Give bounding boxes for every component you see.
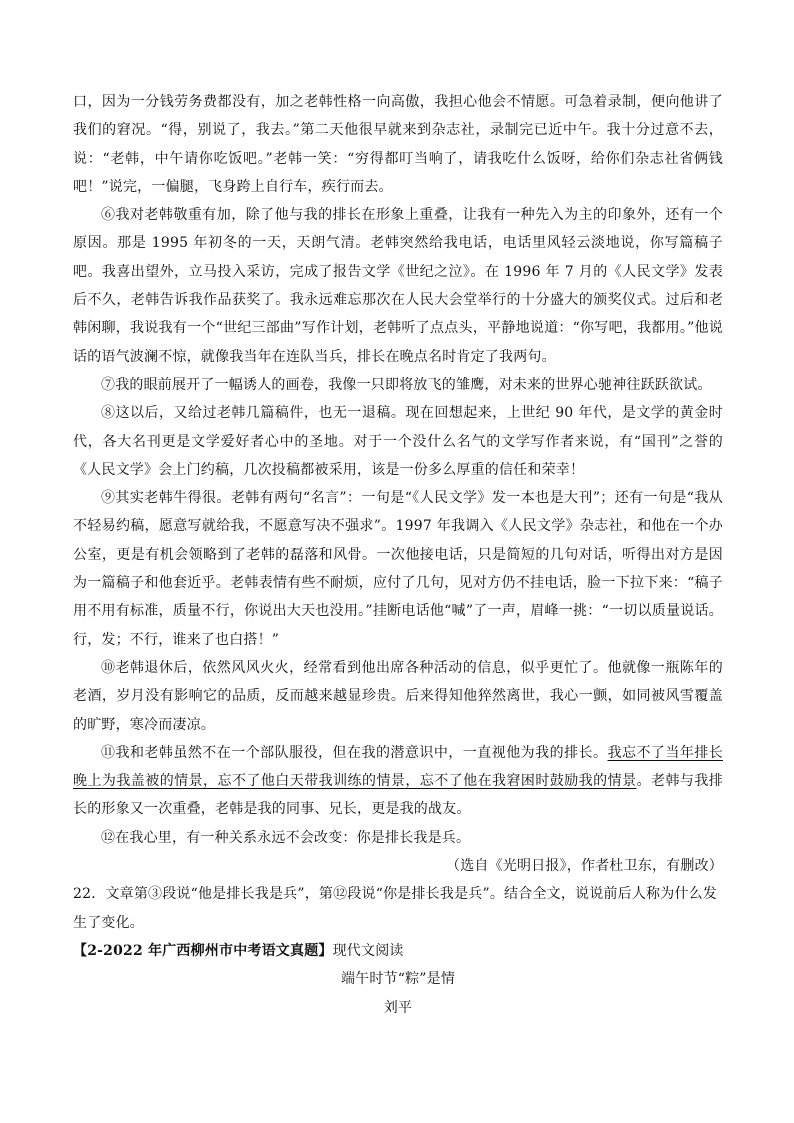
- paragraph-6: ⑥我对老韩敬重有加，除了他与我的排长在形象上重叠，让我有一种先入为主的印象外，还有一个原因。那是 1995 年初冬的一天，天朗气清。老韩突然给我电话，电话里风轻云淡地说，你写篇稿子吧。我喜出望外，立马投入采访，完成了报告文学《世纪之泣》。在 1996 年 7 月的《人民文学》发表后不久，老韩告诉我作品获奖了。我永远难忘那次在人民大会堂举行的十分盛大的颁奖仪式。过后和老韩闲聊，我说我有一个“世纪三部曲”写作计划，老韩听了点点头，平静地说道：“你写吧，我都用。”他说话的语气波澜不惊，就像我当年在连队当兵，排长在晚点名时肯定了我两句。: [73, 207, 723, 365]
- section-heading-suffix: 现代文阅读: [332, 942, 404, 959]
- question-22: 22．文章第③段说“他是排长我是兵”，第⑫段说“你是排长我是兵”。结合全文，说说前后人称为什么发生了变化。: [73, 886, 718, 931]
- paragraph-11-underlined: 我忘不了当年排长晚上为我盖被的情景，忘不了他白天带我训练的情景，忘不了他在我窘困时鼓励我的情景: [73, 744, 723, 790]
- paragraph-continued: 口，因为一分钱劳务费都没有，加之老韩性格一向高傲，我担心他会不情愿。可急着录制，便向他讲了我们的窘况。“得，别说了，我去。”第二天他很早就来到杂志社，录制完已近中午。我十分过意不去，说：“老韩，中午请你吃饭吧。”老韩一笑：“穷得都叮当响了，请我吃什么饭呀，给你们杂志社省俩钱吧！”说完，一偏腿，飞身跨上自行车，疾行而去。: [73, 94, 723, 195]
- document-body: [73, 88, 723, 1022]
- paragraph-9: ⑨其实老韩牛得很。老韩有两句“名言”：一句是“《人民文学》发一本也是大刊”；还有一句是“我从不轻易约稿，愿意写就给我，不愿意写决不强求”。1997 年我调入《人民文学》杂志社，和他在一个办公室，更是有机会领略到了老韩的磊落和风骨。一次他接电话，只是简短的几句对话，听得出对方是因为一篇稿子和他套近乎。老韩表情有些不耐烦，应付了几句，见对方仍不挂电话，脸一下拉下来：“稿子用不用有标准，质量不行，你说出大天也没用。”挂断电话他“喊”了一声，眉峰一挑：“一切以质量说话。行，发；不行，谁来了也白搭！”: [73, 490, 723, 648]
- article-author: 刘平: [383, 999, 413, 1016]
- paragraph-11-start: ⑪我和老韩虽然不在一个部队服役，但在我的潜意识中，一直视他为我的排长。: [101, 744, 608, 761]
- article-source: （选自《光明日报》，作者杜卫东，有删改）: [446, 858, 723, 875]
- section-heading: [73, 937, 723, 965]
- paragraph-11: [73, 739, 723, 824]
- article-title: 端午时节“粽”是情: [340, 971, 456, 988]
- paragraph-12: ⑫在我心里，有一种关系永远不会改变：你是排长我是兵。: [101, 829, 471, 846]
- paragraph-8: ⑧这以后，又给过老韩几篇稿件，也无一退稿。现在回想起来，上世纪 90 年代，是文学的黄金时代，各大名刊更是文学爱好者心中的圣地。对于一个没什么名气的文学写作者来说，有“国刊”之誉的《人民文学》会上门约稿，几次投稿都被采用，该是一份多么厚重的信任和荣幸！: [73, 405, 723, 478]
- paragraph-10: ⑩老韩退休后，依然风风火火，经常看到他出席各种活动的信息，似乎更忙了。他就像一瓶陈年的老酒，岁月没有影响它的品质，反而越来越显珍贵。后来得知他猝然离世，我心一颤，如同被风雪覆盖的旷野，寒冷而凄凉。: [73, 659, 723, 733]
- section-heading-label: 【2-2022 年广西柳州市中考语文真题】: [73, 942, 333, 959]
- paragraph-11-end: 。老韩与我排长的形象又一次重叠，老韩是我的同事、兄长，更是我的战友。: [73, 773, 723, 818]
- paragraph-7: ⑦我的眼前展开了一幅诱人的画卷，我像一只即将放飞的雏鹰，对未来的世界心驰神往跃跃欲试。: [101, 376, 712, 393]
